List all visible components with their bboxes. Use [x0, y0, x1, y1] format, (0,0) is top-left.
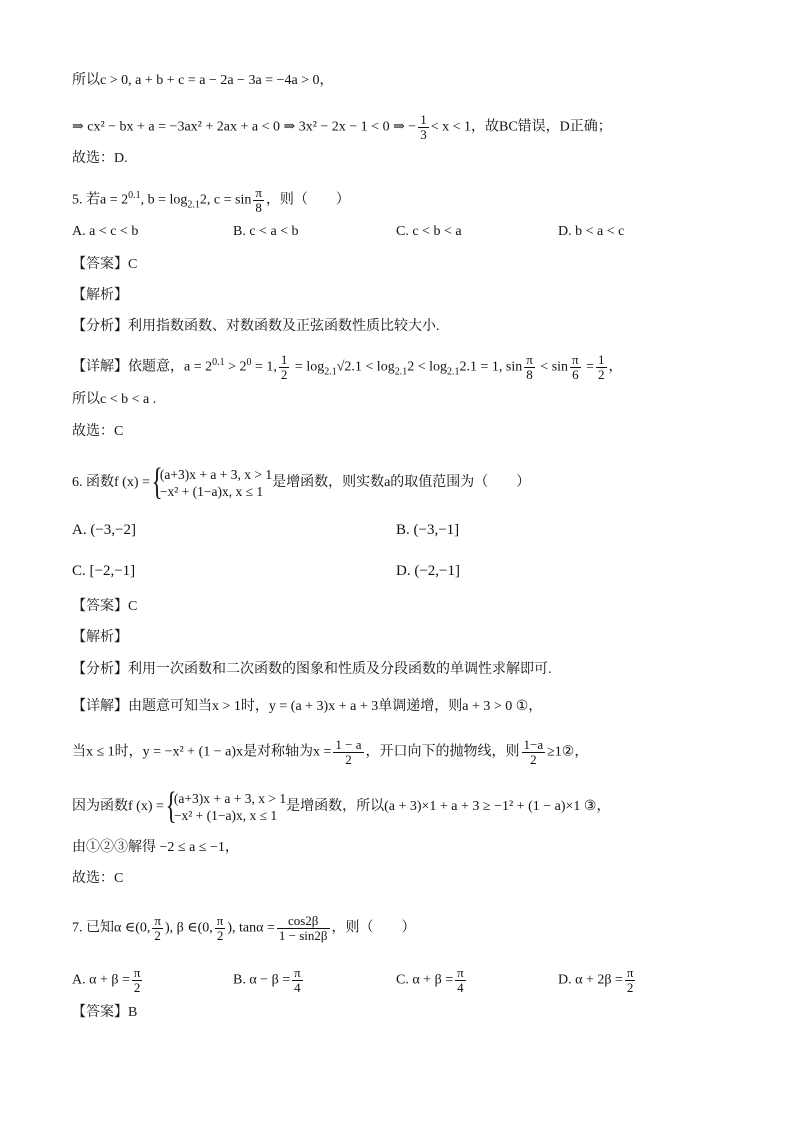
q5-analysis: 【分析】利用指数函数、对数函数及正弦函数性质比较大小. — [72, 319, 440, 334]
q6-option-d: D. (−2,−1] — [396, 563, 460, 579]
q7-option-b: B. α − β = $\frac{\pi}{4}$ — [233, 965, 301, 995]
q6-choose: 故选：C — [72, 871, 124, 886]
question-7-stem: 7. 已知α ∈(0, $\frac{\pi}{2}$ ), β ∈(0, $\frac{\pi}{2}$ ), tanα = $\frac{\cos 2\beta}{1 - \sin 2\beta}$ ，则（ ） — [72, 913, 416, 943]
q5-option-d: D. b < a < c — [558, 224, 625, 239]
solution-line-2 — [72, 113, 612, 142]
q5-choose: 故选：C — [72, 424, 124, 439]
q5-option-a: A. a < c < b — [72, 224, 139, 239]
q7-option-a: A. α + β = $\frac{\pi}{2}$ — [72, 965, 141, 995]
q6-detail-4: 由①②③解得 −2 ≤ a ≤ −1， — [72, 840, 239, 855]
q6-detail-2: 当x ≤ 1时，y = −x² + (1 − a)x是对称轴为x = $\frac{1 - a}{2}$ ，开口向下的抛物线，则 $\frac{1-a}{2}$ ≥1②， — [72, 737, 589, 767]
q7-option-c: C. α + β = $\frac{\pi}{4}$ — [396, 965, 464, 995]
q7-answer: 【答案】B — [72, 1005, 138, 1020]
q5-option-c: C. c < b < a — [396, 224, 462, 239]
q6-analysis: 【分析】利用一次函数和二次函数的图象和性质及分段函数的单调性求解即可. — [72, 662, 552, 677]
q5-conclusion: 所以c < b < a . — [72, 392, 157, 407]
solution-line-1: 所以c > 0, a + b + c = a − 2a − 3a = −4a > 0， — [72, 73, 334, 88]
question-6-stem: 6. 函数f (x) ={ (a+3)x + a + 3, x > 1 −x² + (1−a)x, x ≤ 1是增函数，则实数a的取值范围为（ ） — [72, 466, 530, 500]
q6-detail-3: 因为函数f (x) ={ (a+3)x + a + 3, x > 1 −x² + (1−a)x, x ≤ 1是增函数，所以(a + 3)×1 + a + 3 ≥ −1² + (1 − a)×1 ③， — [72, 790, 610, 824]
piecewise-function: { (a+3)x + a + 3, x > 1 −x² + (1−a)x, x ≤ 1 — [150, 466, 272, 500]
q6-answer: 【答案】C — [72, 599, 138, 614]
q6-analysis-heading: 【解析】 — [72, 630, 128, 645]
inequality-conclusion: < x < 1，故BC错误，D正确； — [430, 119, 612, 135]
q5-detail: 【详解】依题意，$a = 2^{0.1} > 2^0 = 1$, $\frac{1}{2}$ = $\log_{2.1}√2.1 < \log_{2.1}2 < \log_{2.1}2.1 = 1$, sin $\frac{\pi}{8}$ < sin $\frac{\pi}{6}$ = $\frac{1}{2}$ ， — [72, 352, 623, 382]
q7-option-d: D. α + 2β = $\frac{\pi}{2}$ — [558, 965, 634, 995]
q6-detail-1: 【详解】由题意可知当x > 1时，y = (a + 3)x + a + 3单调递增，则a + 3 > 0 ①， — [72, 699, 543, 714]
choose-line-q4: 故选：D. — [72, 151, 128, 166]
fraction-pi-8: $\frac{\pi}{8}$ — [255, 185, 262, 215]
q5-analysis-heading: 【解析】 — [72, 288, 128, 303]
q5-answer: 【答案】C — [72, 257, 138, 272]
inequality-chain: ⇒ cx² − bx + a = −3ax² + 2ax + a < 0 ⇒ 3x² − 2x − 1 < 0 ⇒ − — [72, 119, 417, 135]
q6-option-c: C. [−2,−1] — [72, 563, 136, 579]
fraction-one-third: $\frac{1}{3}$ — [420, 112, 427, 142]
question-5-stem: 5. 若$a = 2^{0.1}$, $b = \log_{2.1}2$, c = sin $\frac{\pi}{8}$ ，则（ ） — [72, 185, 350, 215]
q6-option-b: B. (−3,−1] — [396, 522, 460, 538]
q6-option-a: A. (−3,−2] — [72, 522, 136, 538]
q5-option-b: B. c < a < b — [233, 224, 299, 239]
fraction-cos-over-sin: $\frac{\cos 2\beta}{1 - \sin 2\beta}$ — [278, 913, 328, 943]
piecewise-function-repeat: { (a+3)x + a + 3, x > 1 −x² + (1−a)x, x ≤ 1 — [164, 790, 286, 824]
